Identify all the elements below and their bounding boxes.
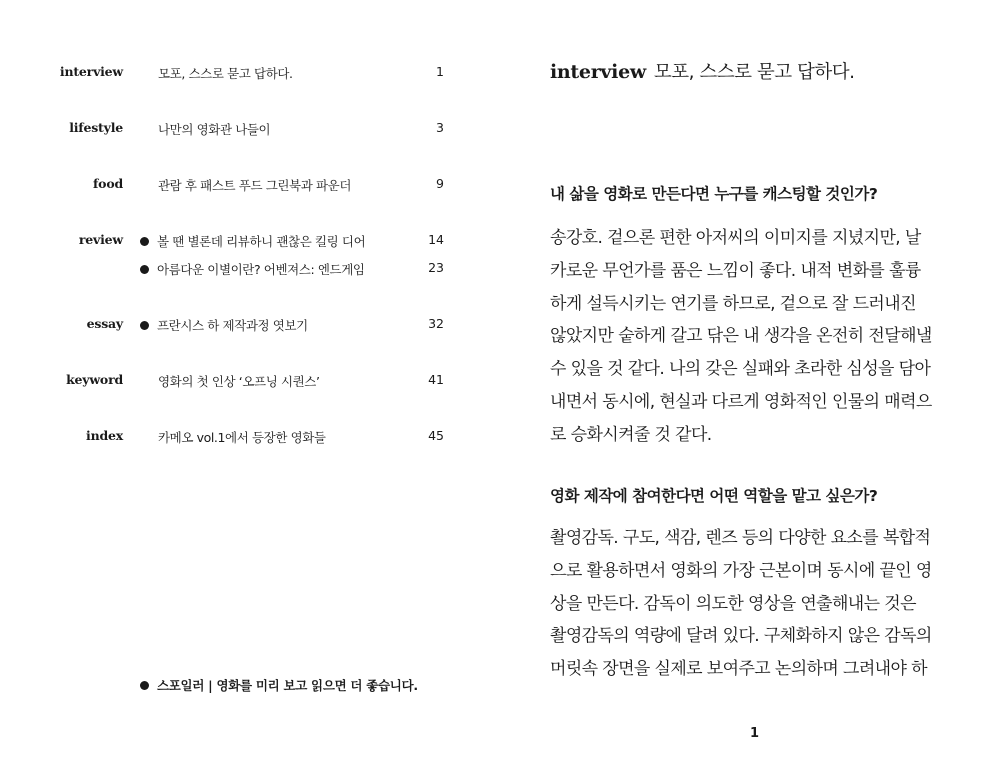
toc-entry-title: 영화의 첫 인상 ‘오프닝 시퀀스’ [158, 374, 320, 389]
toc-entry-title: 모포, 스스로 묻고 답하다. [158, 66, 293, 81]
toc-entry-title: 아름다운 이별이란? 어벤져스: 엔드게임 [140, 260, 365, 278]
toc-row-food[interactable] [0, 176, 500, 200]
text-line: 않았지만 숱하게 갈고 닦은 내 생각을 온전히 전달해낼 [550, 326, 932, 347]
toc-page-number: 9 [436, 176, 444, 191]
toc-category: keyword [66, 372, 123, 387]
toc-entry-title: 볼 땐 별론데 리뷰하니 괜찮은 킬링 디어 [140, 232, 365, 250]
toc-page-number: 14 [428, 232, 444, 247]
spoiler-bullet-icon [140, 681, 149, 690]
toc-entry-title: 프란시스 하 제작과정 엿보기 [140, 316, 308, 334]
text-line: 으로 활용하면서 영화의 가장 근본이며 동시에 끝인 영 [550, 560, 932, 581]
toc-row-essay[interactable] [0, 316, 500, 340]
answer-paragraph [550, 222, 970, 452]
toc-category: food [93, 176, 123, 191]
toc-page-number: 23 [428, 260, 444, 275]
toc-page-number: 1 [436, 64, 444, 79]
toc-entry-title: 나만의 영화관 나들이 [158, 122, 271, 137]
article-section-label: interview [550, 61, 646, 83]
spoiler-bullet-icon [140, 265, 149, 274]
spoiler-bullet-icon [140, 237, 149, 246]
text-line: 카로운 무언가를 품은 느낌이 좋다. 내적 변화를 훌륭 [550, 260, 921, 281]
toc-entry-title: 카메오 vol.1에서 등장한 영화들 [158, 430, 326, 445]
toc-category: interview [59, 64, 123, 79]
page-number: 1 [750, 726, 760, 741]
toc-page-number: 45 [428, 428, 444, 443]
spoiler-note: 스포일러 | 영화를 미리 보고 읽으면 더 좋습니다. [140, 676, 418, 694]
article-header [550, 58, 855, 84]
text-line: 송강호. 겉으론 편한 아저씨의 이미지를 지녔지만, 날 [550, 228, 921, 248]
spoiler-bullet-icon [140, 321, 149, 330]
toc-category: essay [86, 316, 123, 331]
toc-page-number: 41 [428, 372, 444, 387]
text-line: 촬영감독. 구도, 색감, 렌즈 등의 다양한 요소를 복합적 [550, 528, 931, 548]
text-line: 수 있을 것 같다. 나의 갖은 실패와 초라한 심성을 담아 [550, 359, 931, 380]
toc-category: review [78, 232, 123, 247]
toc-entry-title: 관람 후 패스트 푸드 그린북과 파운더 [158, 178, 351, 193]
text-line: 촬영감독의 역량에 달려 있다. 구체화하지 않은 감독의 [550, 626, 932, 647]
toc-row-review-1[interactable] [0, 232, 500, 256]
toc-row-review-2[interactable] [0, 260, 500, 284]
text-line: 로 승화시켜줄 것 같다. [550, 424, 712, 445]
toc-category: lifestyle [69, 120, 123, 135]
text-line: 상을 만든다. 감독이 의도한 영상을 연출해내는 것은 [550, 593, 916, 614]
article-title: 모포, 스스로 묻고 답하다. [653, 62, 855, 83]
text-line: 내면서 동시에, 현실과 다르게 영화적인 인물의 매력으 [550, 391, 932, 412]
question-heading: 내 삶을 영화로 만든다면 누구를 캐스팅할 것인가? [550, 185, 878, 203]
toc-row-keyword[interactable] [0, 372, 500, 396]
toc-row-index[interactable] [0, 428, 500, 452]
question-heading: 영화 제작에 참여한다면 어떤 역할을 맡고 싶은가? [550, 487, 878, 505]
text-line: 머릿속 장면을 실제로 보여주고 논의하며 그려내야 하 [550, 659, 927, 680]
toc-row-lifestyle[interactable] [0, 120, 500, 144]
toc-row-interview[interactable] [0, 64, 500, 88]
toc-category: index [86, 428, 123, 443]
toc-page-number: 3 [436, 120, 444, 135]
article-page [500, 0, 1000, 778]
answer-paragraph [550, 522, 970, 686]
toc-page-number: 32 [428, 316, 444, 331]
text-line: 하게 설득시키는 연기를 하므로, 겉으로 잘 드러내진 [550, 293, 916, 314]
